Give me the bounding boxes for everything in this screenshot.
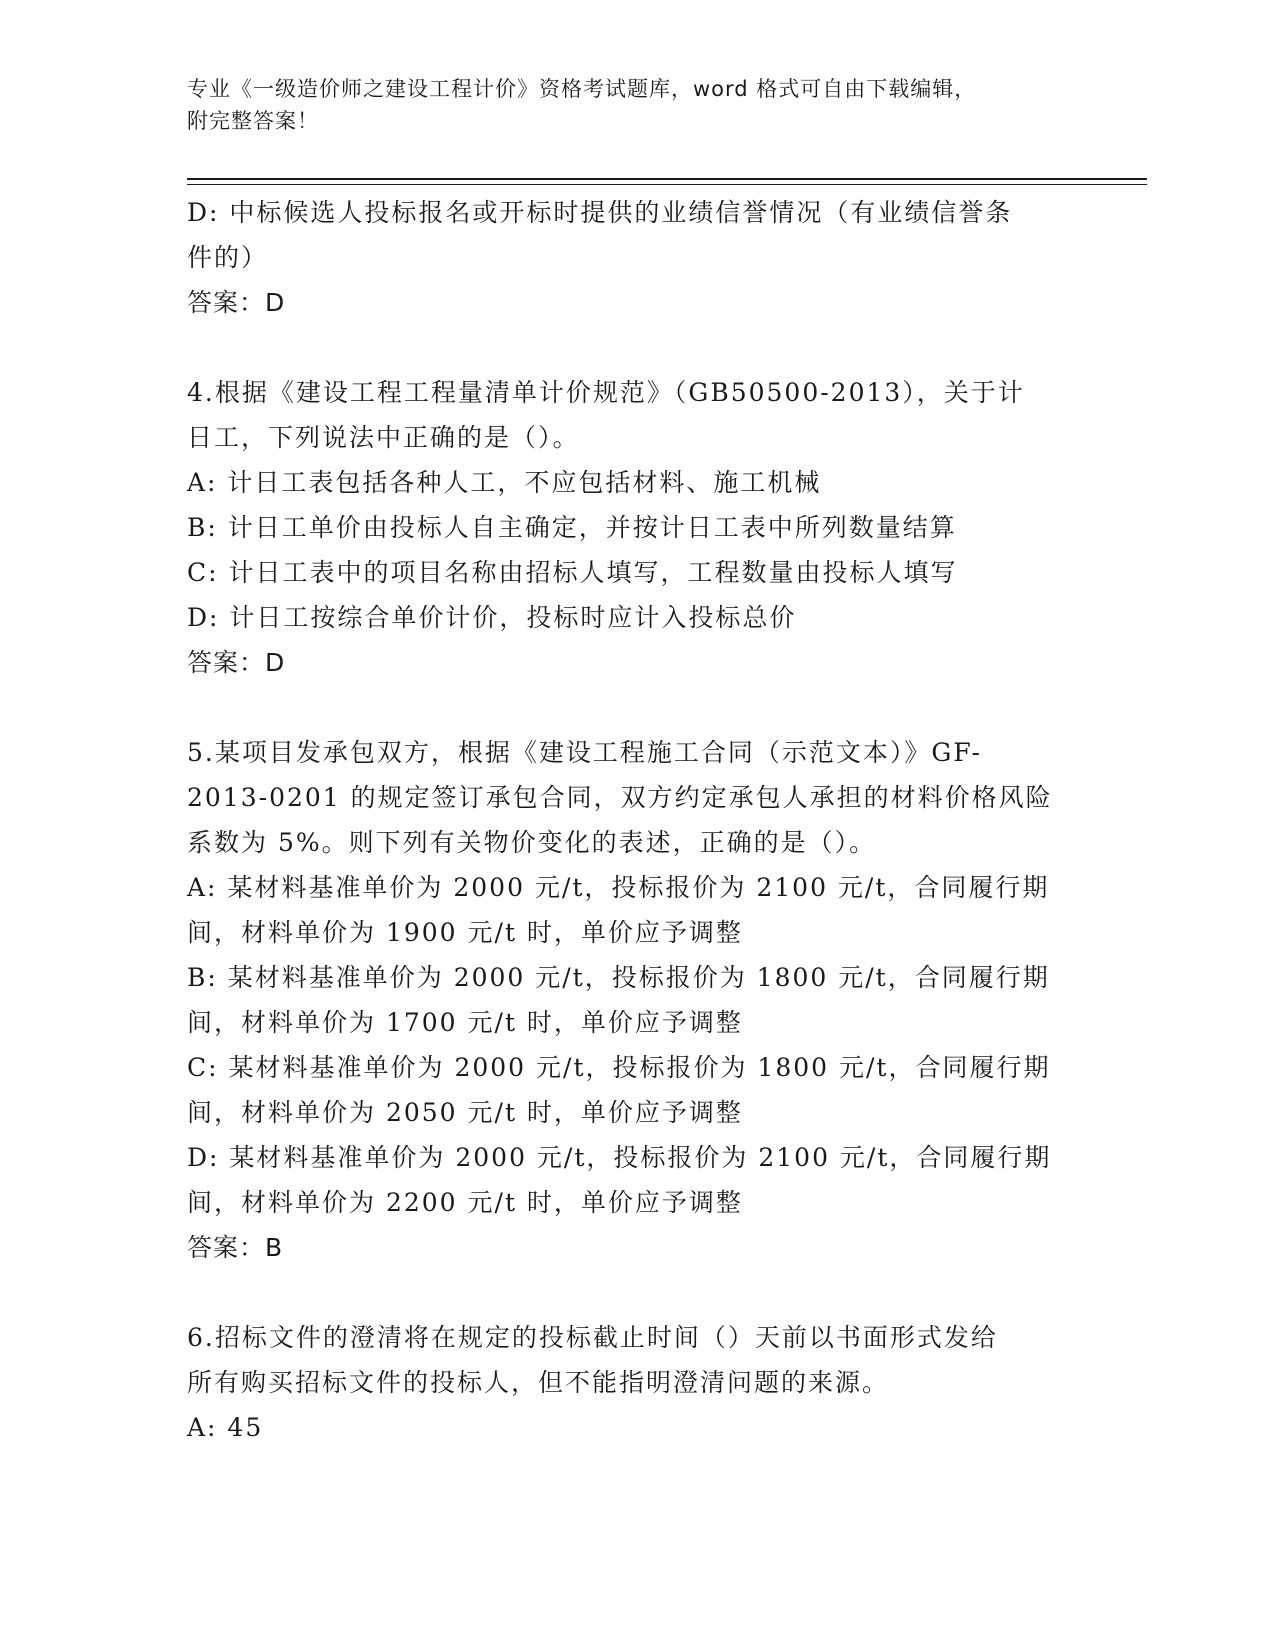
question-4: [187, 370, 1087, 685]
q5-option-c-line-2: 间，材料单价为 2050 元/t 时，单价应予调整: [187, 1098, 743, 1127]
q3-option-d-line-2: 件的）: [187, 243, 269, 272]
q3-option-d-line-1: D: 中标候选人投标报名或开标时提供的业绩信誉情况（有业绩信誉条: [187, 198, 1013, 227]
q5-stem-line-1: 5.某项目发承包双方，根据《建设工程施工合同（示范文本）》GF-: [187, 738, 982, 767]
q5-option-d-line-1: D: 某材料基准单价为 2000 元/t，投标报价为 2100 元/t，合同履行期: [187, 1143, 1052, 1172]
q5-option-d-line-2: 间，材料单价为 2200 元/t 时，单价应予调整: [187, 1188, 743, 1217]
q5-answer: 答案：B: [187, 1233, 284, 1262]
spacer: [187, 325, 1087, 370]
q4-option-b: B: 计日工单价由投标人自主确定，并按计日工表中所列数量结算: [187, 513, 957, 542]
q5-option-b-line-1: B: 某材料基准单价为 2000 元/t，投标报价为 1800 元/t，合同履行期: [187, 963, 1050, 992]
question-5: [187, 730, 1087, 1270]
header-line-1: 专业《一级造价师之建设工程计价》资格考试题库，word 格式可自由下载编辑，: [187, 77, 977, 101]
question-6: [187, 1315, 1087, 1450]
q4-option-a: A: 计日工表包括各种人工，不应包括材料、施工机械: [187, 468, 822, 497]
q4-option-c: C: 计日工表中的项目名称由招标人填写，工程数量由投标人填写: [187, 558, 958, 587]
q6-option-a: A: 45: [187, 1413, 264, 1442]
q5-option-b-line-2: 间，材料单价为 1700 元/t 时，单价应予调整: [187, 1008, 743, 1037]
spacer: [187, 685, 1087, 730]
q4-stem-line-1: 4.根据《建设工程工程量清单计价规范》（GB50500-2013），关于计: [187, 378, 1025, 407]
q6-stem-line-2: 所有购买招标文件的投标人，但不能指明澄清问题的来源。: [187, 1368, 890, 1397]
q4-answer: 答案：D: [187, 648, 286, 677]
q5-option-a-line-1: A: 某材料基准单价为 2000 元/t，投标报价为 2100 元/t，合同履行期: [187, 873, 1050, 902]
q5-option-c-line-1: C: 某材料基准单价为 2000 元/t，投标报价为 1800 元/t，合同履行期: [187, 1053, 1051, 1082]
question-content: [187, 190, 1087, 1450]
question-3-tail: [187, 190, 1087, 325]
spacer: [187, 1270, 1087, 1315]
page-header: [187, 73, 1067, 137]
q5-stem-line-2: 2013-0201 的规定签订承包合同，双方约定承包人承担的材料价格风险: [187, 783, 1053, 812]
q4-option-d: D: 计日工按综合单价计价，投标时应计入投标总价: [187, 603, 797, 632]
q4-stem-line-2: 日工，下列说法中正确的是（）。: [187, 423, 580, 452]
q5-option-a-line-2: 间，材料单价为 1900 元/t 时，单价应予调整: [187, 918, 743, 947]
header-line-2: 附完整答案！: [187, 109, 319, 133]
q6-stem-line-1: 6.招标文件的澄清将在规定的投标截止时间（）天前以书面形式发给: [187, 1323, 998, 1352]
header-divider-thick: [187, 178, 1147, 180]
q5-stem-line-3: 系数为 5%。则下列有关物价变化的表述，正确的是（）。: [187, 828, 877, 857]
header-divider-thin: [187, 184, 1147, 185]
q3-answer: 答案：D: [187, 288, 286, 317]
